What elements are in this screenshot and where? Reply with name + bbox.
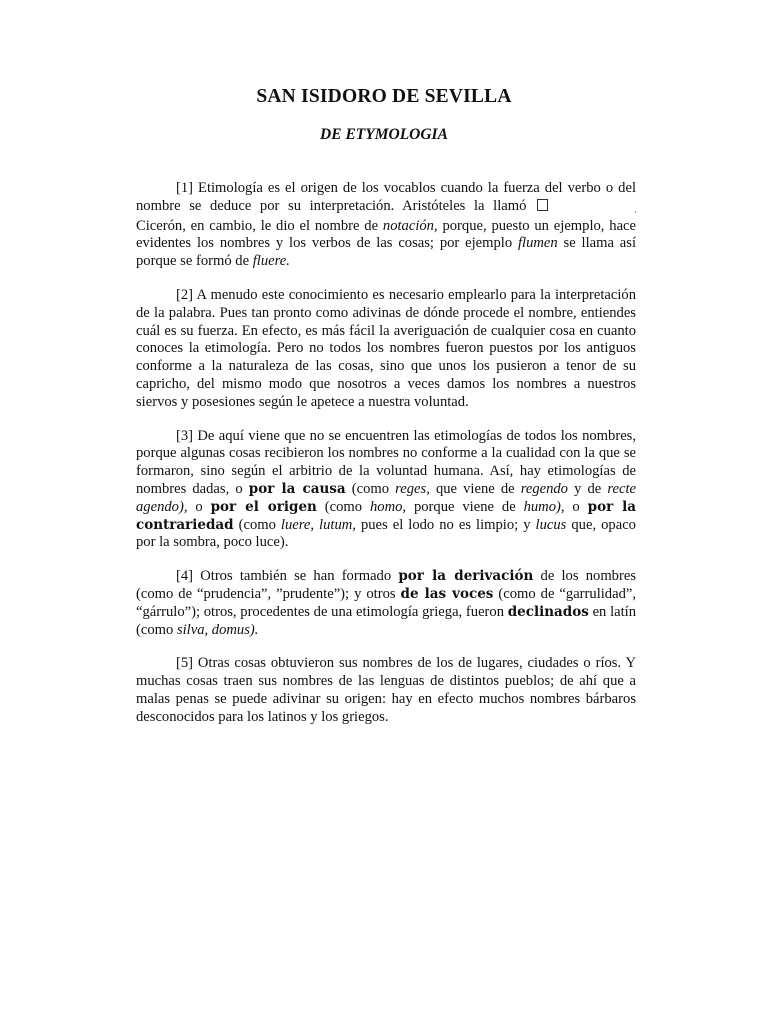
italic-term: notación, xyxy=(382,217,438,234)
italic-term: recte agendo), xyxy=(136,480,636,515)
text-run: de los nombres (como de “prudencia”, ”prudente”); y otros xyxy=(136,568,636,602)
italic-term: reges, xyxy=(395,480,430,497)
text-run: o xyxy=(564,498,588,515)
text-run: [3] De aquí viene que no se encuentren las etimologías de todos los nombres, porque algunas cosas recibieron los nombres no conforme a la cualidad con la que se formaron, sino según el arbitrio de la voluntad humana. Así, hay etimologías de nombres dadas, o xyxy=(136,427,636,497)
bold-term: por el origen xyxy=(210,498,317,515)
italic-term: silva, domus). xyxy=(176,621,259,638)
text-run: pues el lodo no es limpio; y xyxy=(355,516,536,533)
page-subtitle: DE ETYMOLOGIA xyxy=(320,126,448,143)
text-run: que viene de xyxy=(429,480,521,497)
text-run: porque viene de xyxy=(406,498,524,515)
bold-term: de las voces xyxy=(400,585,494,602)
paragraph-1 xyxy=(136,180,636,271)
text-run: o xyxy=(187,498,211,515)
bold-term: por la derivación xyxy=(398,568,534,585)
missing-glyph-icon xyxy=(537,199,548,211)
text-run: que, opaco por la sombra, poco luce). xyxy=(136,516,636,551)
bold-term: por la contrariedad xyxy=(136,498,637,533)
italic-term: regendo xyxy=(520,480,568,497)
text-run: en latín (como xyxy=(136,603,637,638)
paragraph-2 xyxy=(136,287,636,412)
text-run: porque, puesto un ejemplo, hace evidentes los nombres y los verbos de las cosas; por ejemplo xyxy=(136,217,637,252)
bold-term: por la causa xyxy=(248,480,346,497)
text-run: Cicerón, en cambio, le dio el nombre de xyxy=(136,217,383,234)
text-run: [4] Otros también se han formado xyxy=(176,568,399,585)
page-title: SAN ISIDORO DE SEVILLA xyxy=(256,86,512,107)
text-run: [1] Etimología es el origen de los vocablos cuando la fuerza del verbo o del nombre se deduce por su interpretación. Aristóteles la llamó xyxy=(136,180,636,214)
paragraph-4 xyxy=(136,568,636,639)
text-run: [2] A menudo este conocimiento es necesario emplearlo para la interpretación de la palabra. Pues tan pronto como adivinas de dónde procede el nombre, entiendes cuál es su fuerza. En efecto, es más fácil la averiguación de cualquier cosa en cuanto conoces la etimología. Pero no todos los nombres fueron puestos por los antiguos conforme a la naturaleza de las cosas, sino que unos los pusieron a tenor de su capricho, del mismo modo que nosotros a veces damos los nombres a nuestros siervos y posesiones según le apetece a nuestra voluntad. xyxy=(136,286,636,410)
text-run: y de xyxy=(567,480,608,497)
text-run: se llama así porque se formó de xyxy=(136,235,636,270)
paragraph-3 xyxy=(136,428,636,553)
italic-term: fluere. xyxy=(252,253,290,270)
italic-term: flumen xyxy=(517,235,558,252)
bold-term: declinados xyxy=(507,603,589,620)
text-run: (como xyxy=(316,498,370,515)
italic-term: luere, lutum, xyxy=(280,516,356,533)
text-run: [5] Otras cosas obtuvieron sus nombres de los de lugares, ciudades o ríos. Y muchas cosas traen sus nombres de las lenguas de distintos pueblos; de ahí que a malas penas se puede adivinar su origen: hay en efecto muchos nombres bárbaros desconocidos para los latinos y los griegos. xyxy=(136,655,636,725)
paragraph-5 xyxy=(136,655,636,726)
text-run: (como de “garrulidad”, “gárrulo”); otros, procedentes de una etimología griega, fueron xyxy=(136,585,637,620)
italic-term: lucus xyxy=(535,516,567,533)
italic-term: homo, xyxy=(369,498,407,515)
text-run: (como xyxy=(233,516,281,533)
text-run: (como xyxy=(345,480,396,497)
italic-term: humo), xyxy=(523,498,565,515)
document-body xyxy=(136,180,636,743)
